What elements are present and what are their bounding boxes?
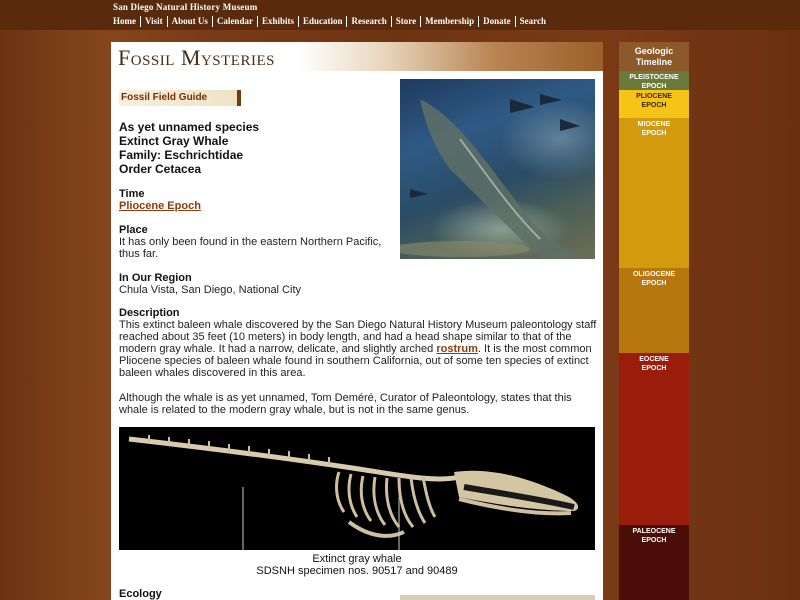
nav-store[interactable]: Store xyxy=(392,16,421,27)
epoch-sublabel: EPOCH xyxy=(641,83,667,90)
epoch-pliocene[interactable] xyxy=(619,90,689,118)
masthead-title[interactable]: Fossil Mysteries xyxy=(118,45,275,70)
epoch-label: OLIGOCENE xyxy=(632,271,675,278)
region-section xyxy=(119,272,301,296)
species-family: Family: Eschrichtidae xyxy=(119,148,244,162)
nav-calendar[interactable]: Calendar xyxy=(213,16,258,27)
nav-research[interactable]: Research xyxy=(347,16,391,27)
nav-home[interactable]: Home xyxy=(109,16,141,27)
site-header xyxy=(0,0,800,30)
epoch-label: MIOCENE xyxy=(637,121,671,128)
region-text: Chula Vista, San Diego, National City xyxy=(119,284,302,296)
epoch-sublabel: EPOCH xyxy=(641,102,667,109)
timeline-title-line-1: Geologic xyxy=(634,46,674,56)
epoch-label: EOCENE xyxy=(639,356,669,363)
timeline-title xyxy=(619,46,689,68)
field-guide-badge[interactable] xyxy=(119,90,241,106)
nav-membership[interactable]: Membership xyxy=(421,16,479,27)
nav-education[interactable]: Education xyxy=(299,16,348,27)
ecology-label: Ecology xyxy=(119,588,162,600)
masthead xyxy=(111,42,603,71)
caption-line-1: Extinct gray whale xyxy=(312,553,402,565)
description-label-block xyxy=(119,307,180,319)
epoch-eocene[interactable] xyxy=(619,353,689,525)
description-label: Description xyxy=(119,307,180,319)
epoch-oligocene[interactable] xyxy=(619,268,689,353)
field-guide-label: Fossil Field Guide xyxy=(121,92,208,103)
place-label: Place xyxy=(119,224,148,236)
epoch-sublabel: EPOCH xyxy=(641,537,667,544)
place-text: It has only been found in the eastern Northern Pacific, thus far. xyxy=(119,236,382,260)
description-text-after: . It is the most common Pliocene species of baleen whale found in southern California, out of some ten species of extinct baleen whales discovered in this area. xyxy=(119,343,592,379)
caption-line-2: SDSNH specimen nos. 90517 and 90489 xyxy=(256,565,458,577)
nav-visit[interactable]: Visit xyxy=(141,16,168,27)
whale-skeleton-photo xyxy=(119,427,595,550)
nav-about-us[interactable]: About Us xyxy=(168,16,213,27)
main-content xyxy=(111,42,603,600)
nav-donate[interactable]: Donate xyxy=(479,16,516,27)
species-common-name: Extinct Gray Whale xyxy=(119,134,229,148)
region-label: In Our Region xyxy=(119,272,192,284)
whale-illustration-art xyxy=(400,79,595,259)
species-name-line: As yet unnamed species xyxy=(119,120,260,134)
epoch-paleocene[interactable] xyxy=(619,525,689,600)
epoch-label: PALEOCENE xyxy=(632,528,676,535)
species-order: Order Cetacea xyxy=(119,162,202,176)
description-text-before: This extinct baleen whale discovered by the San Diego Natural History Museum paleontology staff reached about 35 feet (10 meters) in body length, and had a head shape similar to that of the modern gray whale. It had a narrow, delicate, and slightly arched xyxy=(119,319,597,355)
pliocene-epoch-link[interactable]: Pliocene Epoch xyxy=(119,200,201,212)
epoch-miocene[interactable] xyxy=(619,118,689,268)
epoch-label: PLIOCENE xyxy=(636,93,672,100)
site-title[interactable]: San Diego Natural History Museum xyxy=(113,2,258,12)
epoch-pleistocene[interactable] xyxy=(619,71,689,90)
epoch-sublabel: EPOCH xyxy=(641,130,667,137)
time-section xyxy=(119,188,201,212)
description-paragraph-2: Although the whale is as yet unnamed, Tom Deméré, Curator of Paleontology, states that this whale is related to the modern gray whale, but is not in the same genus. xyxy=(119,392,572,416)
ecology-image xyxy=(400,595,595,600)
nav-search[interactable]: Search xyxy=(519,16,546,26)
whale-illustration-image xyxy=(400,79,595,259)
whale-skeleton-art xyxy=(119,427,595,550)
geologic-timeline xyxy=(619,42,689,600)
rostrum-link[interactable]: rostrum xyxy=(436,343,478,355)
nav-exhibits[interactable]: Exhibits xyxy=(258,16,299,27)
species-heading xyxy=(119,120,259,176)
time-label: Time xyxy=(119,188,145,200)
place-section xyxy=(119,224,399,260)
epoch-sublabel: EPOCH xyxy=(641,365,667,372)
main-nav xyxy=(109,15,550,28)
epoch-label: PLEISTOCENE xyxy=(629,74,679,81)
description-paragraph xyxy=(119,319,599,379)
epoch-sublabel: EPOCH xyxy=(641,280,667,287)
timeline-title-line-2: Timeline xyxy=(635,57,673,67)
skeleton-caption xyxy=(119,553,595,577)
